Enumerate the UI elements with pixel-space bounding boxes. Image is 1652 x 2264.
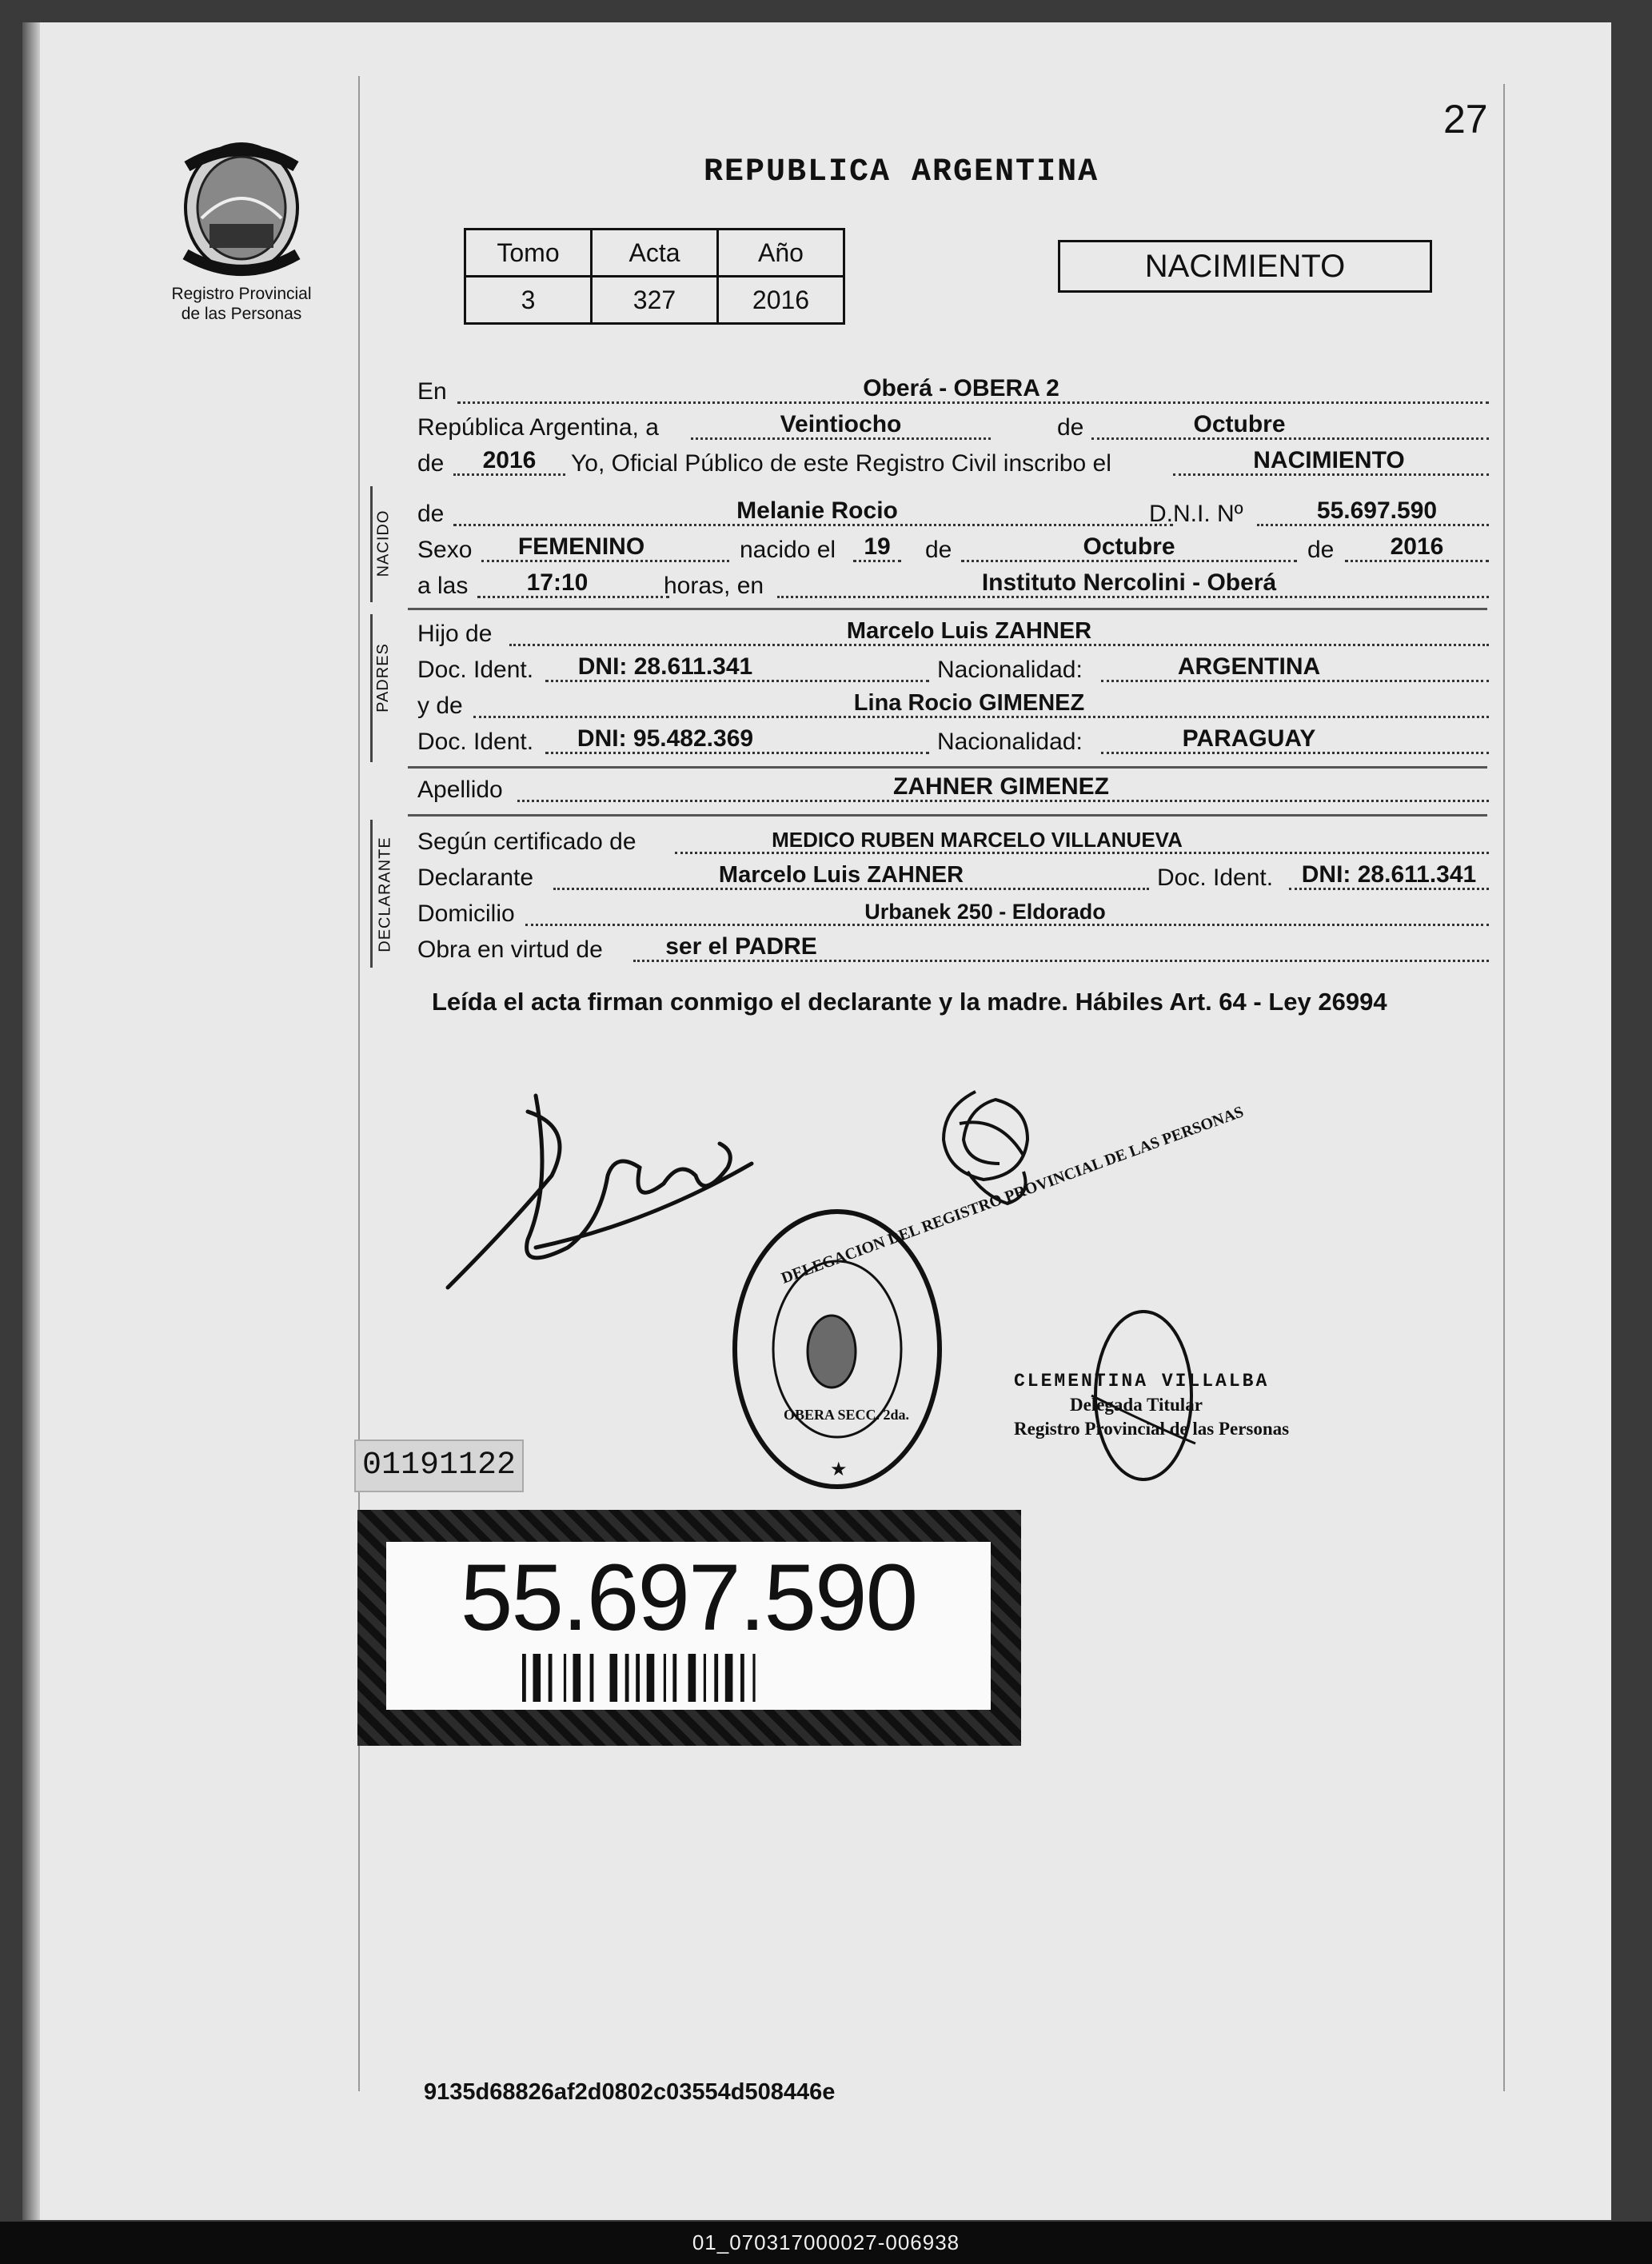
- row-hora: [417, 566, 1489, 603]
- nacionalidad-label: Nacionalidad:: [937, 729, 1083, 755]
- padre-doc-value: DNI: 28.611.341: [577, 653, 753, 680]
- nacido-de-label: de: [925, 537, 952, 563]
- document-title: REPUBLICA ARGENTINA: [704, 154, 1099, 190]
- de2-label: de: [417, 450, 445, 477]
- declarante-section-label: DECLARANTE: [376, 837, 394, 952]
- declarante-doc-label: Doc. Ident.: [1157, 864, 1274, 891]
- madre-doc-value: DNI: 95.482.369: [577, 725, 754, 752]
- nacido-dia-value: 19: [864, 533, 891, 560]
- hora-value: 17:10: [526, 569, 589, 596]
- nacido-mes-value: Octubre: [1083, 533, 1175, 560]
- apellido-label: Apellido: [417, 777, 503, 803]
- apellido-value: ZAHNER GIMENEZ: [893, 773, 1109, 800]
- declarante-doc-value: DNI: 28.611.341: [1301, 861, 1477, 888]
- acta-header: Acta: [592, 230, 718, 277]
- nombre-value: Melanie Rocio: [736, 497, 898, 524]
- a-las-label: a las: [417, 573, 469, 599]
- acta-value: 327: [592, 277, 718, 324]
- registry-caption-line2: de las Personas: [181, 305, 302, 323]
- stamp-inner-text: OBERA SECC. 2da.: [784, 1407, 910, 1423]
- obra-value: ser el PADRE: [665, 933, 817, 960]
- inscribo-value: NACIMIENTO: [1253, 447, 1405, 473]
- section-divider: [408, 608, 1487, 610]
- doc-ident-label: Doc. Ident.: [417, 729, 534, 755]
- section-divider: [408, 766, 1487, 769]
- row-madre: [417, 686, 1489, 723]
- declarante-label: Declarante: [417, 864, 534, 891]
- row-padre: [417, 614, 1489, 651]
- dia-value: Veintiocho: [780, 411, 902, 437]
- row-nombre: [417, 494, 1489, 531]
- anio-registro-value: 2016: [482, 447, 537, 473]
- madre-nacionalidad-value: PARAGUAY: [1182, 725, 1316, 752]
- row-inscripcion: [417, 444, 1489, 481]
- reference-table: [464, 228, 845, 325]
- padres-bracket: [370, 614, 373, 762]
- official-name: CLEMENTINA VILLALBA: [1014, 1371, 1270, 1392]
- tomo-value: 3: [465, 277, 592, 324]
- official-role: Delegada Titular: [1070, 1395, 1203, 1415]
- barcode-bars: [522, 1654, 858, 1702]
- footer-id: 01_070317000027-006938: [692, 2230, 960, 2254]
- row-apellido: [417, 770, 1489, 807]
- nacido-section-label: NACIDO: [374, 509, 393, 577]
- de-label: de: [1057, 414, 1084, 441]
- domicilio-value: Urbanek 250 - Eldorado: [864, 900, 1106, 924]
- row-madre-doc: [417, 722, 1489, 759]
- sexo-label: Sexo: [417, 537, 473, 563]
- anio-header: Año: [718, 230, 844, 277]
- stamp-ring-text: DELEGACION DEL REGISTRO PROVINCIAL DE LAS PERSONAS: [779, 1103, 1247, 1288]
- act-type-box: NACIMIENTO: [1058, 240, 1432, 293]
- nacido-anio-value: 2016: [1390, 533, 1444, 560]
- lugar-value: Oberá - OBERA 2: [863, 375, 1059, 401]
- barcode-number: 55.697.590: [460, 1545, 917, 1651]
- row-lugar: [417, 372, 1489, 409]
- serial-number: 01191122: [354, 1439, 524, 1492]
- row-domicilio: [417, 894, 1489, 931]
- nacionalidad-label: Nacionalidad:: [937, 657, 1083, 683]
- declarant-signature: [440, 1080, 776, 1296]
- left-margin-rule: [358, 76, 360, 2091]
- row-declarante: [417, 858, 1489, 895]
- nacido-bracket: [370, 486, 373, 602]
- domicilio-label: Domicilio: [417, 900, 515, 927]
- certificado-label: Según certificado de: [417, 829, 636, 855]
- padre-value: Marcelo Luis ZAHNER: [846, 618, 1092, 644]
- section-divider: [408, 814, 1487, 817]
- doc-ident-label: Doc. Ident.: [417, 657, 534, 683]
- document-page: [40, 22, 1611, 2220]
- row-obra: [417, 930, 1489, 967]
- row-padre-doc: [417, 650, 1489, 687]
- y-de-label: y de: [417, 693, 463, 719]
- declarante-bracket: [370, 820, 373, 968]
- dni-value: 55.697.590: [1316, 497, 1438, 524]
- mes-value: Octubre: [1193, 411, 1286, 437]
- anio-value: 2016: [718, 277, 844, 324]
- registry-caption: [154, 284, 329, 324]
- barcode-label: [357, 1510, 1021, 1746]
- provincial-coat-of-arms-logo: [178, 134, 305, 282]
- official-stamp-block: [1014, 1369, 1289, 1441]
- nombre-label: de: [417, 501, 445, 527]
- tomo-header: Tomo: [465, 230, 592, 277]
- nacido-de2-label: de: [1307, 537, 1335, 563]
- certificado-value: MEDICO RUBEN MARCELO VILLANUEVA: [772, 828, 1183, 852]
- right-margin-rule: [1503, 84, 1505, 2091]
- horas-en-label: horas, en: [664, 573, 764, 599]
- official-office: Registro Provincial de las Personas: [1014, 1419, 1290, 1439]
- row-certificado: [417, 822, 1489, 859]
- hijo-de-label: Hijo de: [417, 621, 493, 647]
- registry-caption-line1: Registro Provincial: [171, 285, 312, 303]
- padre-nacionalidad-value: ARGENTINA: [1177, 653, 1321, 680]
- closing-note: Leída el acta firman conmigo el declarante y la madre. Hábiles Art. 64 - Ley 26994: [432, 988, 1387, 1016]
- nacido-el-label: nacido el: [740, 537, 836, 563]
- footer-bar: [0, 2222, 1652, 2264]
- madre-value: Lina Rocio GIMENEZ: [853, 690, 1085, 716]
- page-number: 27: [1443, 97, 1488, 142]
- obra-label: Obra en virtud de: [417, 936, 603, 963]
- row-sexo: [417, 530, 1489, 567]
- padres-section-label: PADRES: [373, 643, 392, 713]
- inscribo-text: Yo, Oficial Público de este Registro Civil inscribo el: [571, 450, 1111, 477]
- declarante-value: Marcelo Luis ZAHNER: [718, 862, 964, 888]
- en-label: En: [417, 378, 447, 405]
- dni-label: D.N.I. Nº: [1149, 501, 1243, 527]
- row-fecha: [417, 408, 1489, 445]
- sexo-value: FEMENINO: [517, 533, 645, 560]
- barcode-white-panel: [386, 1542, 991, 1710]
- republica-label: República Argentina, a: [417, 414, 659, 441]
- lugar-nacimiento-value: Instituto Nercolini - Oberá: [981, 569, 1277, 596]
- svg-text:★: ★: [830, 1459, 848, 1480]
- document-hash: 9135d68826af2d0802c03554d508446e: [424, 2079, 836, 2105]
